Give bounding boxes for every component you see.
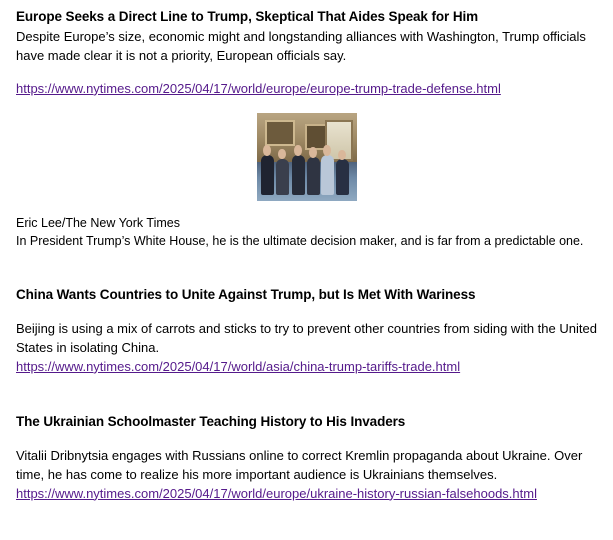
article-headline[interactable]: Europe Seeks a Direct Line to Trump, Skeptical That Aides Speak for Him [16, 9, 479, 24]
article-item [16, 8, 597, 250]
spacer [16, 66, 597, 80]
article-item [16, 286, 597, 377]
spacer [16, 99, 597, 113]
spacer [16, 250, 597, 272]
article-link-row [16, 358, 597, 377]
photo-caption: In President Trump’s White House, he is the ultimate decision maker, and is far from a predictable one. [16, 233, 584, 248]
article-headline[interactable]: China Wants Countries to Unite Against Trump, but Is Met With Wariness [16, 287, 476, 302]
spacer [16, 272, 597, 286]
article-summary: Despite Europe’s size, economic might and longstanding alliances with Washington, Trump officials have made clear it is not a priority, European officials say. [16, 29, 586, 64]
article-link[interactable]: https://www.nytimes.com/2025/04/17/world/europe/europe-trump-trade-defense.html [16, 80, 501, 96]
article-summary: Beijing is using a mix of carrots and sticks to try to prevent other countries from siding with the United States in isolating China. [16, 321, 597, 356]
article-photo [257, 113, 357, 201]
photo-person [321, 155, 334, 195]
article-figure [16, 113, 597, 206]
photo-person [261, 155, 274, 195]
article-item [16, 413, 597, 504]
spacer [16, 377, 597, 399]
spacer [16, 306, 597, 320]
article-headline[interactable]: The Ukrainian Schoolmaster Teaching History to His Invaders [16, 413, 406, 429]
article-link-row [16, 80, 597, 99]
spacer [16, 206, 597, 214]
article-link[interactable]: https://www.nytimes.com/2025/04/17/world/asia/china-trump-tariffs-trade.html [16, 358, 461, 374]
spacer [16, 433, 597, 447]
photo-person [336, 159, 349, 195]
article-link[interactable]: https://www.nytimes.com/2025/04/17/world/europe/ukraine-history-russian-falsehoods.html [16, 485, 537, 501]
photo-person [307, 157, 320, 196]
photo-person [292, 155, 305, 195]
spacer [16, 399, 597, 413]
article-link-row [16, 485, 597, 504]
article-summary: Vitalii Dribnytsia engages with Russians online to correct Kremlin propaganda about Ukraine. Over time, he has come to realize his more important audience is Ukrainians themselves. [16, 447, 583, 482]
photo-credit: Eric Lee/The New York Times [16, 215, 180, 230]
photo-person [276, 159, 289, 196]
